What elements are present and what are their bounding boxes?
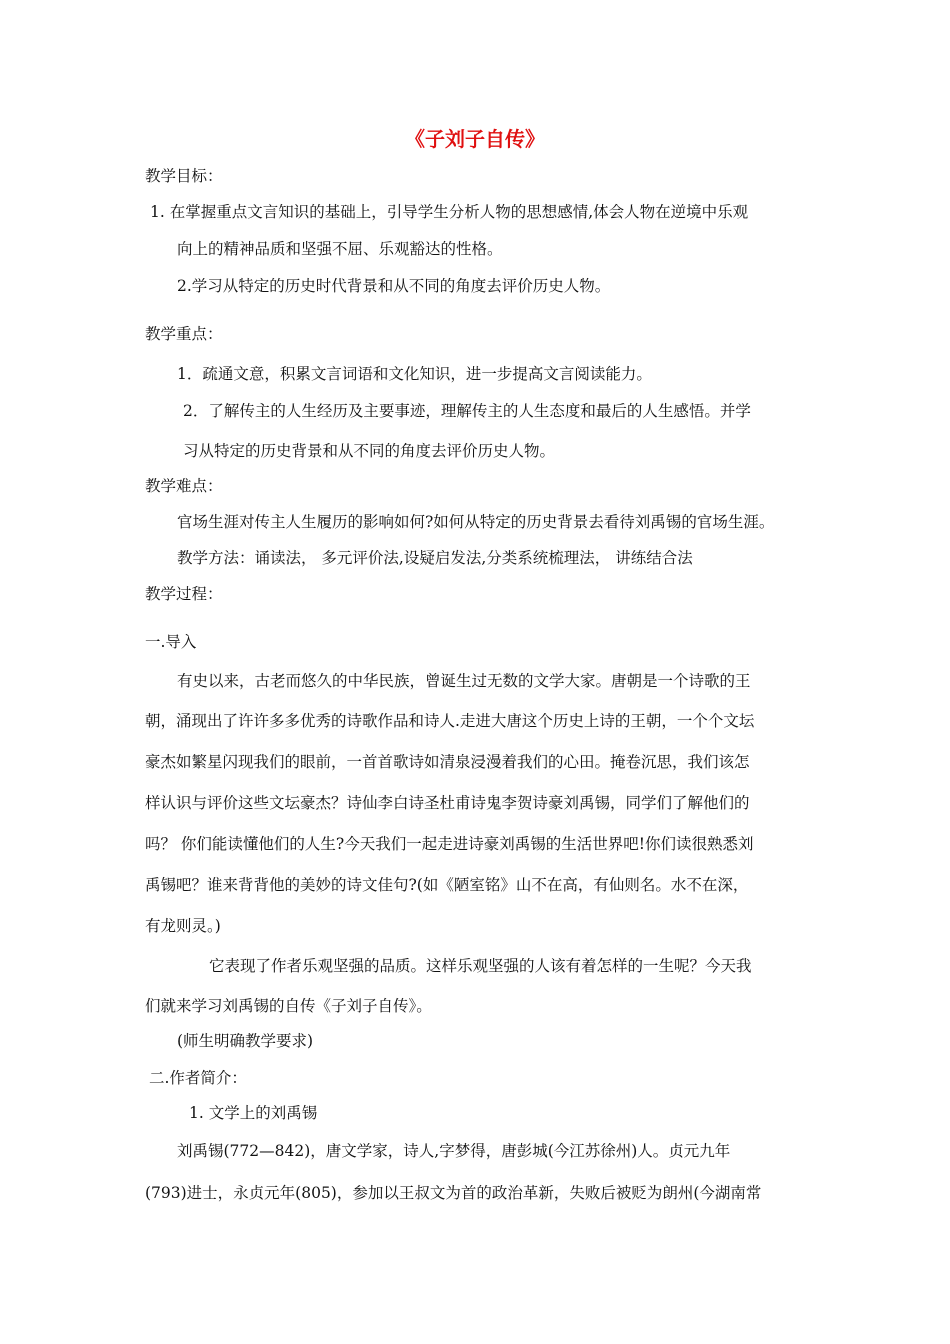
intro-paragraph-2-line: 它表现了作者乐观坚强的品质。这样乐观坚强的人该有着怎样的一生呢？今天我 xyxy=(209,957,752,975)
teaching-methods: 教学方法：诵读法， 多元评价法,设疑启发法,分类系统梳理法， 讲练结合法 xyxy=(177,549,693,567)
section-2-heading: 二.作者简介： xyxy=(149,1069,247,1087)
process-heading: 教学过程： xyxy=(145,585,223,603)
goals-heading: 教学目标： xyxy=(145,167,223,185)
intro-paragraph-2-line: 们就来学习刘禹锡的自传《子刘子自传》。 xyxy=(145,997,432,1015)
intro-paragraph-line: 有龙则灵。) xyxy=(145,917,221,935)
intro-paragraph-line: 吗？ 你们能读懂他们的人生?今天我们一起走进诗豪刘禹锡的生活世界吧!你们读很熟悉刘 xyxy=(145,835,754,853)
intro-note: (师生明确教学要求) xyxy=(177,1032,314,1050)
intro-paragraph-line: 豪杰如繁星闪现我们的眼前，一首首歌诗如清泉浸漫着我们的心田。掩卷沉思，我们该怎 xyxy=(145,753,750,771)
goal-1-line-2: 向上的精神品质和坚强不屈、乐观豁达的性格。 xyxy=(177,240,503,258)
bio-paragraph-line: (793)进士，永贞元年(805)，参加以王叔文为首的政治革新，失败后被贬为朗州(今湖南常 xyxy=(145,1184,762,1202)
goal-1-line-1: 1. 在掌握重点文言知识的基础上，引导学生分析人物的思想感情,体会人物在逆境中乐观 xyxy=(150,203,749,221)
goal-2: 2.学习从特定的历史时代背景和从不同的角度去评价历史人物。 xyxy=(177,277,611,295)
key-points-heading: 教学重点： xyxy=(145,325,223,343)
intro-paragraph-line: 朝，涌现出了许许多多优秀的诗歌作品和诗人.走进大唐这个历史上诗的王朝，一个个文坛 xyxy=(145,712,755,730)
key-point-2-line-1: 2．了解传主的人生经历及主要事迹，理解传主的人生态度和最后的人生感悟。并学 xyxy=(183,402,751,420)
intro-paragraph-line: 禹锡吧？谁来背背他的美妙的诗文佳句?(如《陋室铭》山不在高，有仙则名。水不在深， xyxy=(145,876,749,894)
key-point-1: 1．疏通文意，积累文言词语和文化知识，进一步提高文言阅读能力。 xyxy=(177,365,652,383)
difficulty-1: 官场生涯对传主人生履历的影响如何?如何从特定的历史背景去看待刘禹锡的官场生涯。 xyxy=(177,513,775,531)
intro-paragraph-line: 样认识与评价这些文坛豪杰？诗仙李白诗圣杜甫诗鬼李贺诗豪刘禹锡，同学们了解他们的 xyxy=(145,794,750,812)
difficulty-heading: 教学难点： xyxy=(145,477,223,495)
subsection-1-heading: 1. 文学上的刘禹锡 xyxy=(189,1104,318,1122)
bio-paragraph-line: 刘禹锡(772—842)，唐文学家，诗人,字梦得，唐彭城(今江苏徐州)人。贞元九年 xyxy=(177,1142,731,1160)
document-title: 《子刘子自传》 xyxy=(405,127,545,151)
key-point-2-line-2: 习从特定的历史背景和从不同的角度去评价历史人物。 xyxy=(183,442,556,460)
intro-paragraph-line: 有史以来，古老而悠久的中华民族，曾诞生过无数的文学大家。唐朝是一个诗歌的王 xyxy=(177,672,751,690)
section-1-heading: 一.导入 xyxy=(145,633,197,651)
